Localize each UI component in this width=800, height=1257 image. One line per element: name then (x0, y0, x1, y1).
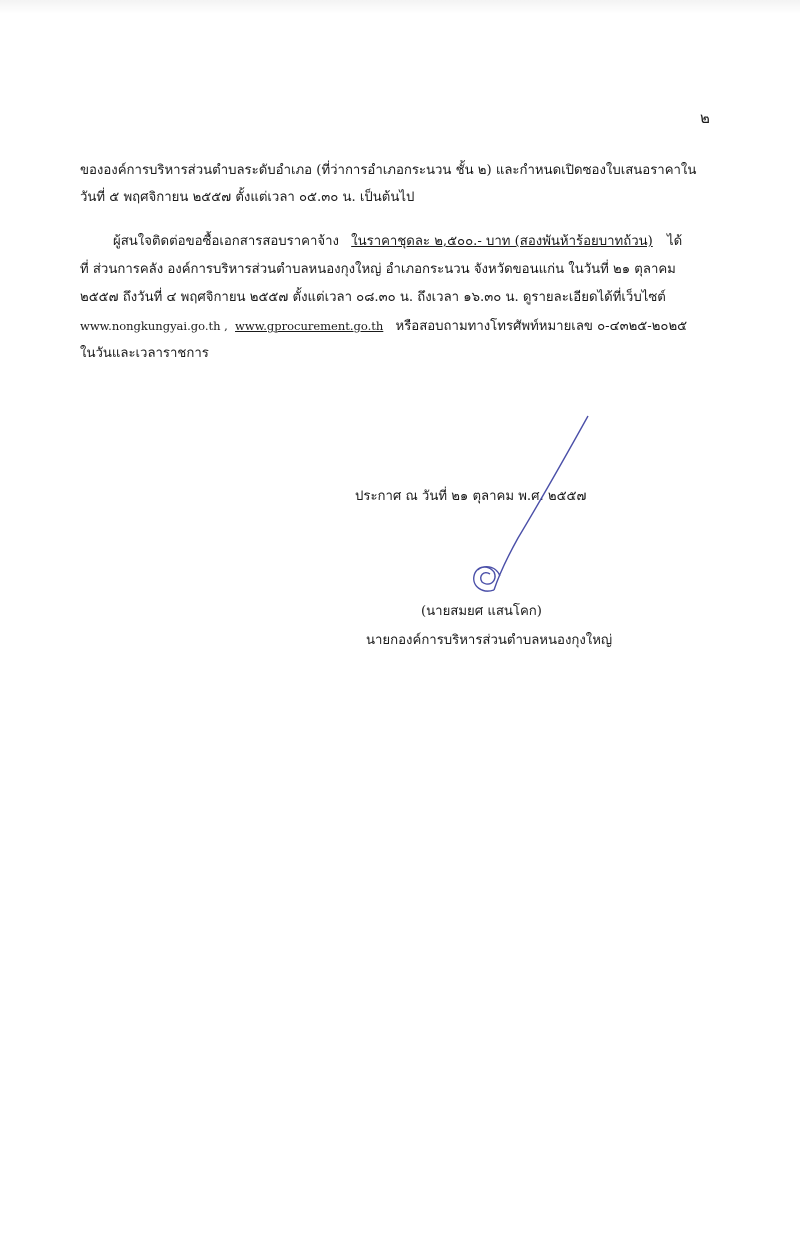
paragraph2-line3: ๒๕๕๗ ถึงวันที่ ๔ พฤศจิกายน ๒๕๕๗ ตั้งแต่เวลา ๐๘.๓๐ น. ถึงเวลา ๑๖.๓๐ น. ดูรายละเอียดได้ที่เว็บไซต์ (80, 290, 666, 305)
signature-mark (460, 410, 600, 600)
website-link-2[interactable]: www.gprocurement.go.th (235, 319, 384, 333)
paragraph2-line5: ในวันและเวลาราชการ (80, 346, 209, 361)
paragraph1-line1: ขององค์การบริหารส่วนตำบลระดับอำเภอ (ที่ว่าการอำเภอกระนวน ชั้น ๒) และกำหนดเปิดซองใบเสนอราคาใน (80, 163, 697, 178)
paragraph2-line1 (113, 233, 682, 251)
signer-name: (นายสมยศ แสนโคก) (421, 604, 542, 619)
paragraph2-line2: ที่ ส่วนการคลัง องค์การบริหารส่วนตำบลหนองกุงใหญ่ อำเภอกระนวน จังหวัดขอนแก่น ในวันที่ ๒๑ ตุลาคม (80, 262, 676, 277)
signer-title: นายกองค์การบริหารส่วนตำบลหนองกุงใหญ่ (366, 633, 613, 648)
website-link-1[interactable]: www.nongkungyai.go.th , (80, 319, 228, 333)
price-text: ในราคาชุดละ ๒,๕๐๐.- บาท (สองพันห้าร้อยบาทถ้วน) (351, 234, 653, 249)
page-number: ๒ (700, 109, 710, 127)
contact-phone-text: หรือสอบถามทางโทรศัพท์หมายเลข ๐-๔๓๒๕-๒๐๒๕ (395, 319, 688, 334)
paragraph2-line1-text: ผู้สนใจติดต่อขอซื้อเอกสารสอบราคาจ้าง (113, 234, 339, 249)
paragraph2-line4 (80, 317, 687, 336)
paragraph2-line1-end: ได้ (666, 234, 683, 249)
paragraph1-line2: วันที่ ๕ พฤศจิกายน ๒๕๕๗ ตั้งแต่เวลา ๐๕.๓๐ น. เป็นต้นไป (80, 190, 415, 205)
announcement-date: ประกาศ ณ วันที่ ๒๑ ตุลาคม พ.ศ. ๒๕๕๗ (355, 489, 587, 504)
scan-edge (0, 0, 800, 14)
